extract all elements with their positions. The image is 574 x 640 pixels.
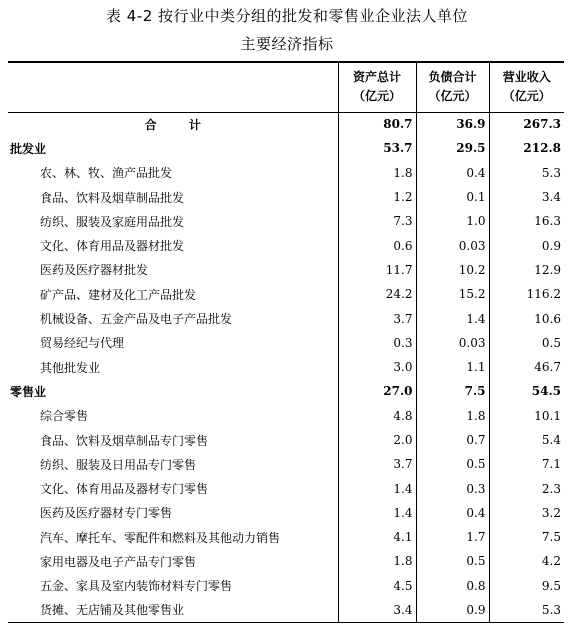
row-label: 综合零售 [40, 409, 89, 424]
cell-revenue: 7.5 [489, 525, 564, 549]
table-row [8, 574, 564, 598]
row-label: 货摊、无店铺及其他零售业 [8, 598, 338, 622]
cell-revenue: 10.1 [489, 404, 564, 428]
cell-liabilities: 0.5 [416, 549, 489, 573]
row-label: 文化、体育用品及器材批发 [40, 239, 185, 254]
cell-assets: 3.4 [338, 598, 416, 622]
cell-revenue: 5.4 [489, 428, 564, 452]
row-label: 汽车、摩托车、零配件和燃料及其他动力销售 [40, 530, 281, 545]
table-row [8, 428, 564, 452]
row-label: 批发业 [10, 141, 47, 156]
row-label: 家用电器及电子产品专门零售 [40, 554, 197, 569]
header-total-assets: 资产总计 （亿元） [338, 62, 416, 112]
cell-revenue: 54.5 [489, 379, 564, 403]
cell-assets: 7.3 [338, 209, 416, 233]
cell-revenue: 2.3 [489, 476, 564, 500]
cell-revenue: 5.3 [489, 598, 564, 622]
row-label: 纺织、服装及日用品专门零售 [40, 457, 197, 472]
table-row-total [8, 112, 564, 136]
table-row-category [8, 136, 564, 160]
cell-liabilities: 0.9 [416, 598, 489, 622]
cell-revenue: 12.9 [489, 258, 564, 282]
row-label: 贸易经纪与代理 [40, 336, 125, 351]
cell-revenue: 16.3 [489, 209, 564, 233]
cell-liabilities: 1.7 [416, 525, 489, 549]
cell-liabilities: 0.8 [416, 574, 489, 598]
cell-revenue: 5.3 [489, 161, 564, 185]
table-row [8, 282, 564, 306]
cell-liabilities: 0.7 [416, 428, 489, 452]
table-subtitle: 主要经济指标 [240, 35, 334, 53]
table-title: 表 4-2 按行业中类分组的批发和零售业企业法人单位 [105, 7, 469, 25]
cell-assets: 11.7 [338, 258, 416, 282]
cell-assets: 1.4 [338, 476, 416, 500]
table-row [8, 476, 564, 500]
table-row [8, 598, 564, 622]
cell-revenue: 3.4 [489, 185, 564, 209]
row-label: 五金、家具及室内装饰材料专门零售 [40, 579, 233, 594]
cell-liabilities: 0.03 [416, 331, 489, 355]
table-row [8, 525, 564, 549]
cell-assets: 3.7 [338, 306, 416, 330]
cell-assets: 24.2 [338, 282, 416, 306]
statistics-table [8, 61, 564, 623]
row-label: 食品、饮料及烟草制品专门零售 [40, 433, 209, 448]
cell-liabilities: 1.4 [416, 306, 489, 330]
table-row [8, 185, 564, 209]
cell-assets: 4.5 [338, 574, 416, 598]
cell-liabilities: 0.1 [416, 185, 489, 209]
cell-revenue: 9.5 [489, 574, 564, 598]
table-row [8, 355, 564, 379]
row-label: 零售业 [10, 384, 47, 399]
cell-revenue: 46.7 [489, 355, 564, 379]
row-label: 医药及医疗器材批发 [40, 263, 149, 278]
cell-liabilities: 36.9 [416, 112, 489, 136]
table-row [8, 161, 564, 185]
cell-revenue: 4.2 [489, 549, 564, 573]
cell-liabilities: 7.5 [416, 379, 489, 403]
header-total-liabilities: 负债合计 （亿元） [416, 62, 489, 112]
cell-assets: 4.8 [338, 404, 416, 428]
row-label: 合 计 [144, 117, 215, 132]
table-row [8, 306, 564, 330]
row-label: 文化、体育用品及器材专门零售 [40, 482, 209, 497]
table-row [8, 501, 564, 525]
header-blank [8, 62, 338, 112]
cell-revenue: 0.5 [489, 331, 564, 355]
cell-assets: 3.0 [338, 355, 416, 379]
cell-liabilities: 1.1 [416, 355, 489, 379]
row-label: 医药及医疗器材专门零售 [40, 506, 173, 521]
cell-assets: 53.7 [338, 136, 416, 160]
cell-liabilities: 29.5 [416, 136, 489, 160]
cell-liabilities: 1.0 [416, 209, 489, 233]
cell-revenue: 212.8 [489, 136, 564, 160]
cell-liabilities: 0.4 [416, 161, 489, 185]
cell-revenue: 0.9 [489, 233, 564, 257]
cell-liabilities: 15.2 [416, 282, 489, 306]
cell-assets: 4.1 [338, 525, 416, 549]
cell-assets: 1.2 [338, 185, 416, 209]
cell-revenue: 10.6 [489, 306, 564, 330]
cell-revenue: 7.1 [489, 452, 564, 476]
cell-liabilities: 0.03 [416, 233, 489, 257]
cell-revenue: 3.2 [489, 501, 564, 525]
cell-assets: 1.8 [338, 161, 416, 185]
cell-assets: 1.4 [338, 501, 416, 525]
cell-liabilities: 10.2 [416, 258, 489, 282]
row-label: 矿产品、建材及化工产品批发 [40, 287, 197, 302]
row-label: 农、林、牧、渔产品批发 [40, 166, 173, 181]
cell-assets: 3.7 [338, 452, 416, 476]
table-row [8, 452, 564, 476]
cell-assets: 27.0 [338, 379, 416, 403]
row-label: 纺织、服装及家庭用品批发 [40, 214, 185, 229]
cell-revenue: 116.2 [489, 282, 564, 306]
header-row [8, 62, 564, 112]
row-label: 其他批发业 [40, 360, 101, 375]
cell-revenue: 267.3 [489, 112, 564, 136]
table-row [8, 233, 564, 257]
header-revenue: 营业收入 （亿元） [489, 62, 564, 112]
row-label: 食品、饮料及烟草制品批发 [40, 190, 185, 205]
row-label: 机械设备、五金产品及电子产品批发 [40, 312, 233, 327]
cell-liabilities: 1.8 [416, 404, 489, 428]
table-row [8, 209, 564, 233]
cell-assets: 2.0 [338, 428, 416, 452]
cell-assets: 0.3 [338, 331, 416, 355]
cell-liabilities: 0.5 [416, 452, 489, 476]
table-row [8, 258, 564, 282]
cell-assets: 0.6 [338, 233, 416, 257]
table-row [8, 331, 564, 355]
cell-liabilities: 0.4 [416, 501, 489, 525]
cell-assets: 80.7 [338, 112, 416, 136]
table-row [8, 549, 564, 573]
table-row [8, 404, 564, 428]
table-row-category [8, 379, 564, 403]
cell-liabilities: 0.3 [416, 476, 489, 500]
cell-assets: 1.8 [338, 549, 416, 573]
